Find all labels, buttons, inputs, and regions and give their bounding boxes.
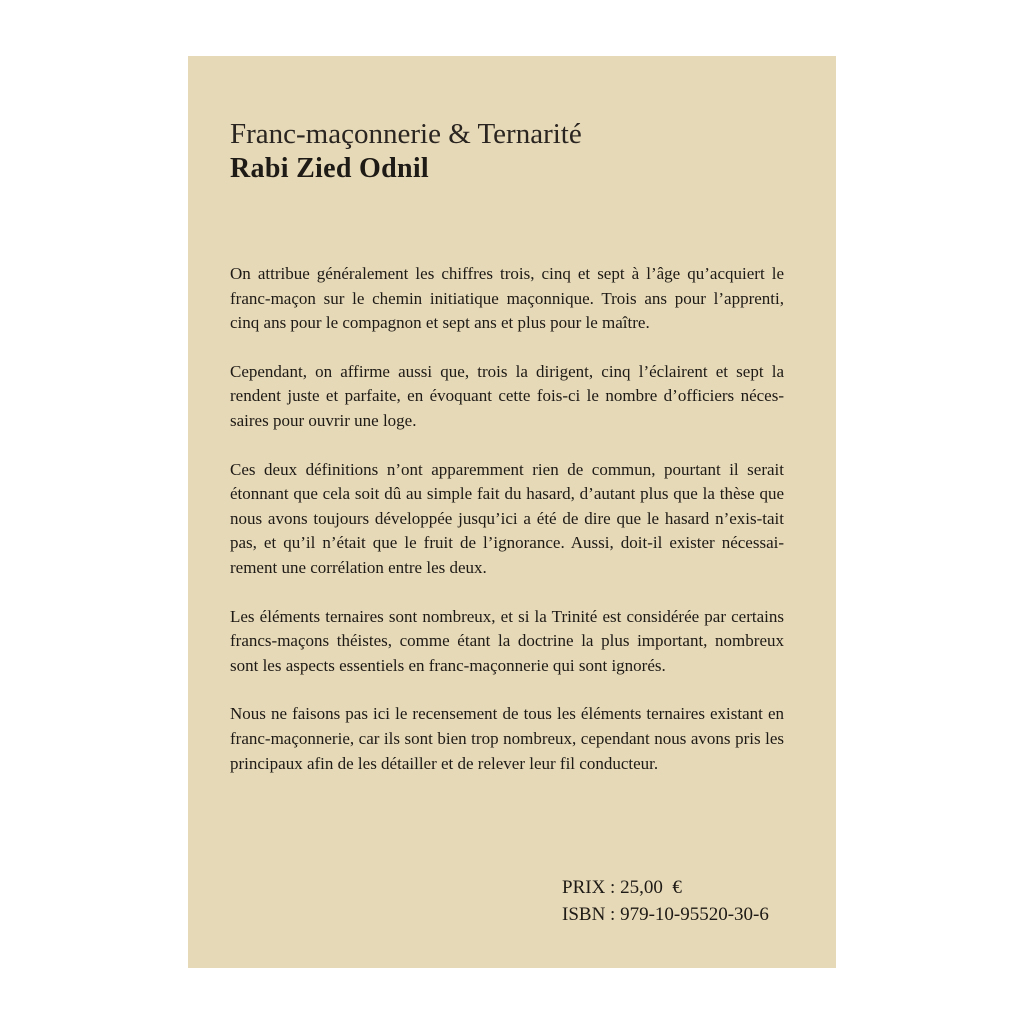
blurb-paragraph-1: On attribue généralement les chiffres trois, cinq et sept à l’âge qu’acquiert le franc-maçon sur le chemin initiatique maçonnique. Trois ans pour l’apprenti, cinq ans pour le compagnon et sept ans et plus pour le maître. bbox=[230, 264, 784, 333]
price-label: PRIX : 25,00 € bbox=[562, 877, 682, 898]
blurb-paragraph-4: Les éléments ternaires sont nombreux, et si la Trinité est considérée par certains francs-maçons théistes, comme étant la doctrine la plus important, nombreux sont les aspects essentiels en franc-maçonnerie qui sont ignorés. bbox=[230, 606, 784, 675]
blurb bbox=[230, 262, 784, 776]
book-title: Franc-maçonnerie & Ternarité bbox=[230, 118, 582, 150]
book-meta bbox=[562, 874, 769, 928]
book-back-cover bbox=[188, 56, 836, 968]
blurb-paragraph-2: Cependant, on affirme aussi que, trois la dirigent, cinq l’éclairent et sept la rendent juste et parfaite, en évoquant cette fois-ci le nombre d’officiers néces-saires pour ouvrir une loge. bbox=[230, 361, 784, 430]
blurb-paragraph-5: Nous ne faisons pas ici le recensement de tous les éléments ternaires existant en franc-maçonnerie, car ils sont bien trop nombreux, cependant nous avons pris les principaux afin de les détailler et de relever leur fil conducteur. bbox=[230, 704, 784, 773]
blurb-paragraph-3: Ces deux définitions n’ont apparemment rien de commun, pourtant il serait étonnant que cela soit dû au simple fait du hasard, d’autant plus que la thèse que nous avons toujours développée jusqu’ici a été de dire que le hasard n’exis-tait pas, et qu’il n’était que le fruit de l’ignorance. Aussi, doit-il exister nécessai-rement une corrélation entre les deux. bbox=[230, 459, 784, 577]
isbn-label: ISBN : 979-10-95520-30-6 bbox=[562, 904, 769, 925]
book-author: Rabi Zied Odnil bbox=[230, 153, 430, 184]
